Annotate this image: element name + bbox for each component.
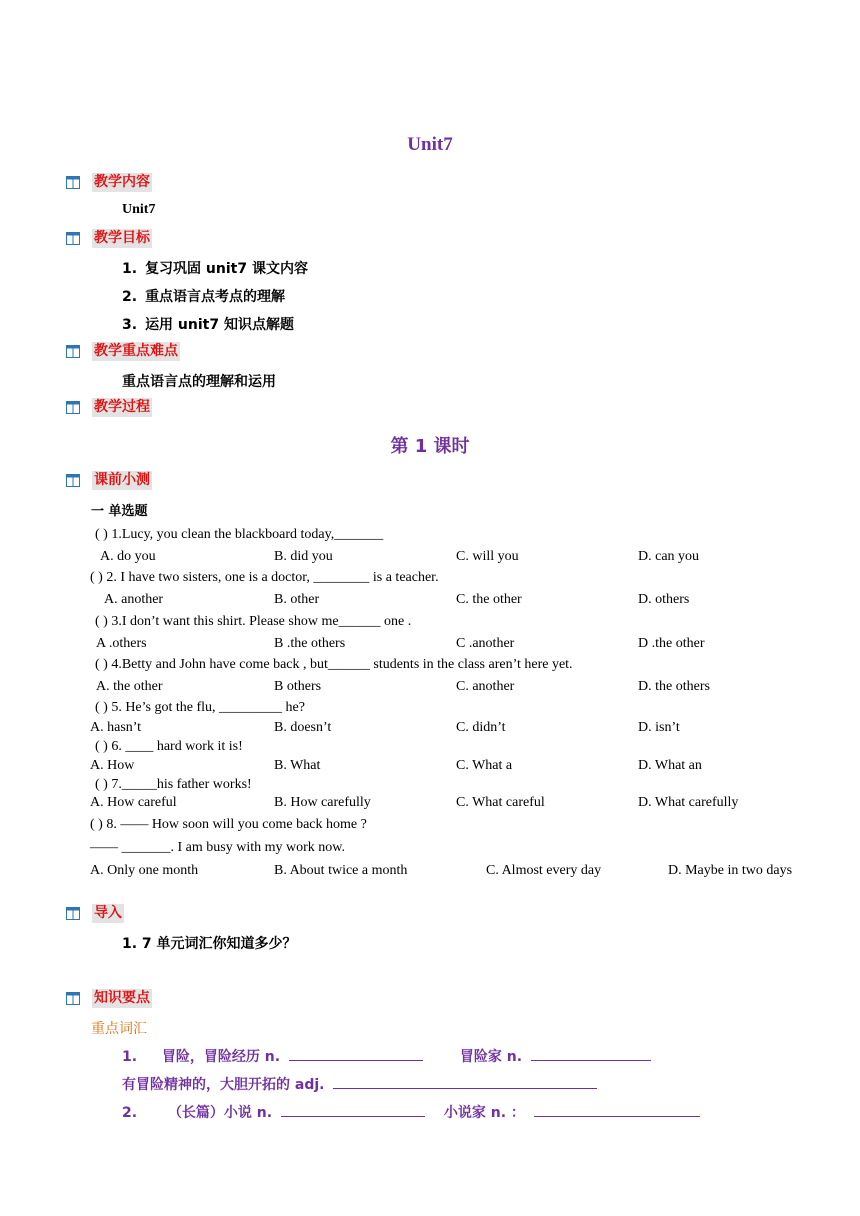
question-stem: ( ) 7._____his father works! bbox=[95, 777, 252, 792]
question-stem: ( ) 6. ____ hard work it is! bbox=[95, 739, 243, 754]
vocab-blank bbox=[531, 1048, 651, 1061]
option: A. How bbox=[90, 758, 135, 773]
option: A. another bbox=[104, 592, 164, 607]
option: B. How carefully bbox=[274, 795, 371, 810]
option: C. didn’t bbox=[456, 720, 506, 735]
section-pretest-header bbox=[66, 470, 152, 490]
question-stem: ( ) 3.I don’t want this shirt. Please show me______ one . bbox=[95, 614, 412, 629]
option: A. Only one month bbox=[90, 863, 199, 878]
vocab-blank bbox=[281, 1104, 425, 1117]
section-label: 教学过程 bbox=[94, 398, 150, 415]
section-label: 教学重点难点 bbox=[94, 342, 178, 359]
option: A. do you bbox=[100, 549, 156, 564]
option: C. another bbox=[456, 679, 515, 694]
question-stem-response: —— _______. I am busy with my work now. bbox=[90, 840, 345, 855]
pretest-heading: 一 单选题 bbox=[91, 504, 148, 519]
option: C. Almost every day bbox=[486, 863, 602, 878]
vocab-item-1: 1. 冒险，冒险经历 n. 冒险家 n. bbox=[122, 1046, 651, 1066]
question-stem: ( ) 8. —— How soon will you come back home ? bbox=[90, 817, 367, 832]
option: C. will you bbox=[456, 549, 519, 564]
option: D. others bbox=[638, 592, 690, 607]
option: C. the other bbox=[456, 592, 522, 607]
option: B. doesn’t bbox=[274, 720, 332, 735]
lesson-title: 第 1 课时 bbox=[390, 436, 470, 457]
section-label: 课前小测 bbox=[94, 471, 150, 488]
option: D. What carefully bbox=[638, 795, 739, 810]
key-points-text: 重点语言点的理解和运用 bbox=[122, 374, 276, 390]
goal-item: 1. 复习巩固 unit7 课文内容 bbox=[122, 261, 308, 277]
book-icon bbox=[66, 474, 80, 487]
vocab-blank bbox=[534, 1104, 700, 1117]
section-label: 导入 bbox=[94, 904, 122, 921]
section-process-header bbox=[66, 397, 152, 417]
goal-item: 3. 运用 unit7 知识点解题 bbox=[122, 317, 294, 333]
option: C .another bbox=[456, 636, 515, 651]
book-icon bbox=[66, 401, 80, 414]
book-icon bbox=[66, 232, 80, 245]
option: D .the other bbox=[638, 636, 705, 651]
option: C. What careful bbox=[456, 795, 545, 810]
question-stem: ( ) 4.Betty and John have come back , but______ students in the class aren’t here yet. bbox=[95, 657, 573, 672]
option: C. What a bbox=[456, 758, 513, 773]
section-intro-header bbox=[66, 903, 124, 923]
vocab-item-1-line2: 有冒险精神的，大胆开拓的 adj. bbox=[122, 1074, 597, 1094]
vocab-blank bbox=[333, 1076, 597, 1089]
section-label: 知识要点 bbox=[94, 989, 150, 1006]
section-label: 教学目标 bbox=[94, 229, 150, 246]
goal-item: 2. 重点语言点考点的理解 bbox=[122, 289, 286, 305]
option: D. What an bbox=[638, 758, 702, 773]
option: A. hasn’t bbox=[90, 720, 142, 735]
question-stem: ( ) 2. I have two sisters, one is a doctor, ________ is a teacher. bbox=[90, 570, 439, 585]
option: A. the other bbox=[96, 679, 163, 694]
option: A .others bbox=[96, 636, 147, 651]
vocab-blank bbox=[289, 1048, 423, 1061]
question-stem: ( ) 1.Lucy, you clean the blackboard today,_______ bbox=[95, 527, 384, 542]
book-icon bbox=[66, 176, 80, 189]
content-text: Unit7 bbox=[122, 202, 156, 217]
section-knowledge-header bbox=[66, 988, 152, 1008]
option: D. can you bbox=[638, 549, 700, 564]
option: D. the others bbox=[638, 679, 710, 694]
vocab-item-2: 2. （长篇）小说 n. 小说家 n. ： bbox=[122, 1102, 700, 1122]
option: D. isn’t bbox=[638, 720, 680, 735]
option: B. About twice a month bbox=[274, 863, 408, 878]
book-icon bbox=[66, 992, 80, 1005]
vocab-heading: 重点词汇 bbox=[91, 1021, 147, 1037]
option: B. other bbox=[274, 592, 320, 607]
section-label: 教学内容 bbox=[94, 173, 150, 190]
option: B others bbox=[274, 679, 322, 694]
book-icon bbox=[66, 345, 80, 358]
book-icon bbox=[66, 907, 80, 920]
intro-text: 1. 7 单元词汇你知道多少？ bbox=[122, 936, 297, 952]
option: D. Maybe in two days bbox=[668, 863, 793, 878]
section-keypoints-header bbox=[66, 341, 180, 361]
question-stem: ( ) 5. He’s got the flu, _________ he? bbox=[95, 700, 305, 715]
page-title: Unit7 bbox=[407, 134, 453, 155]
option: B .the others bbox=[274, 636, 346, 651]
option: A. How careful bbox=[90, 795, 177, 810]
section-content-header bbox=[66, 172, 152, 192]
option: B. did you bbox=[274, 549, 333, 564]
option: B. What bbox=[274, 758, 321, 773]
section-goals-header bbox=[66, 228, 152, 248]
